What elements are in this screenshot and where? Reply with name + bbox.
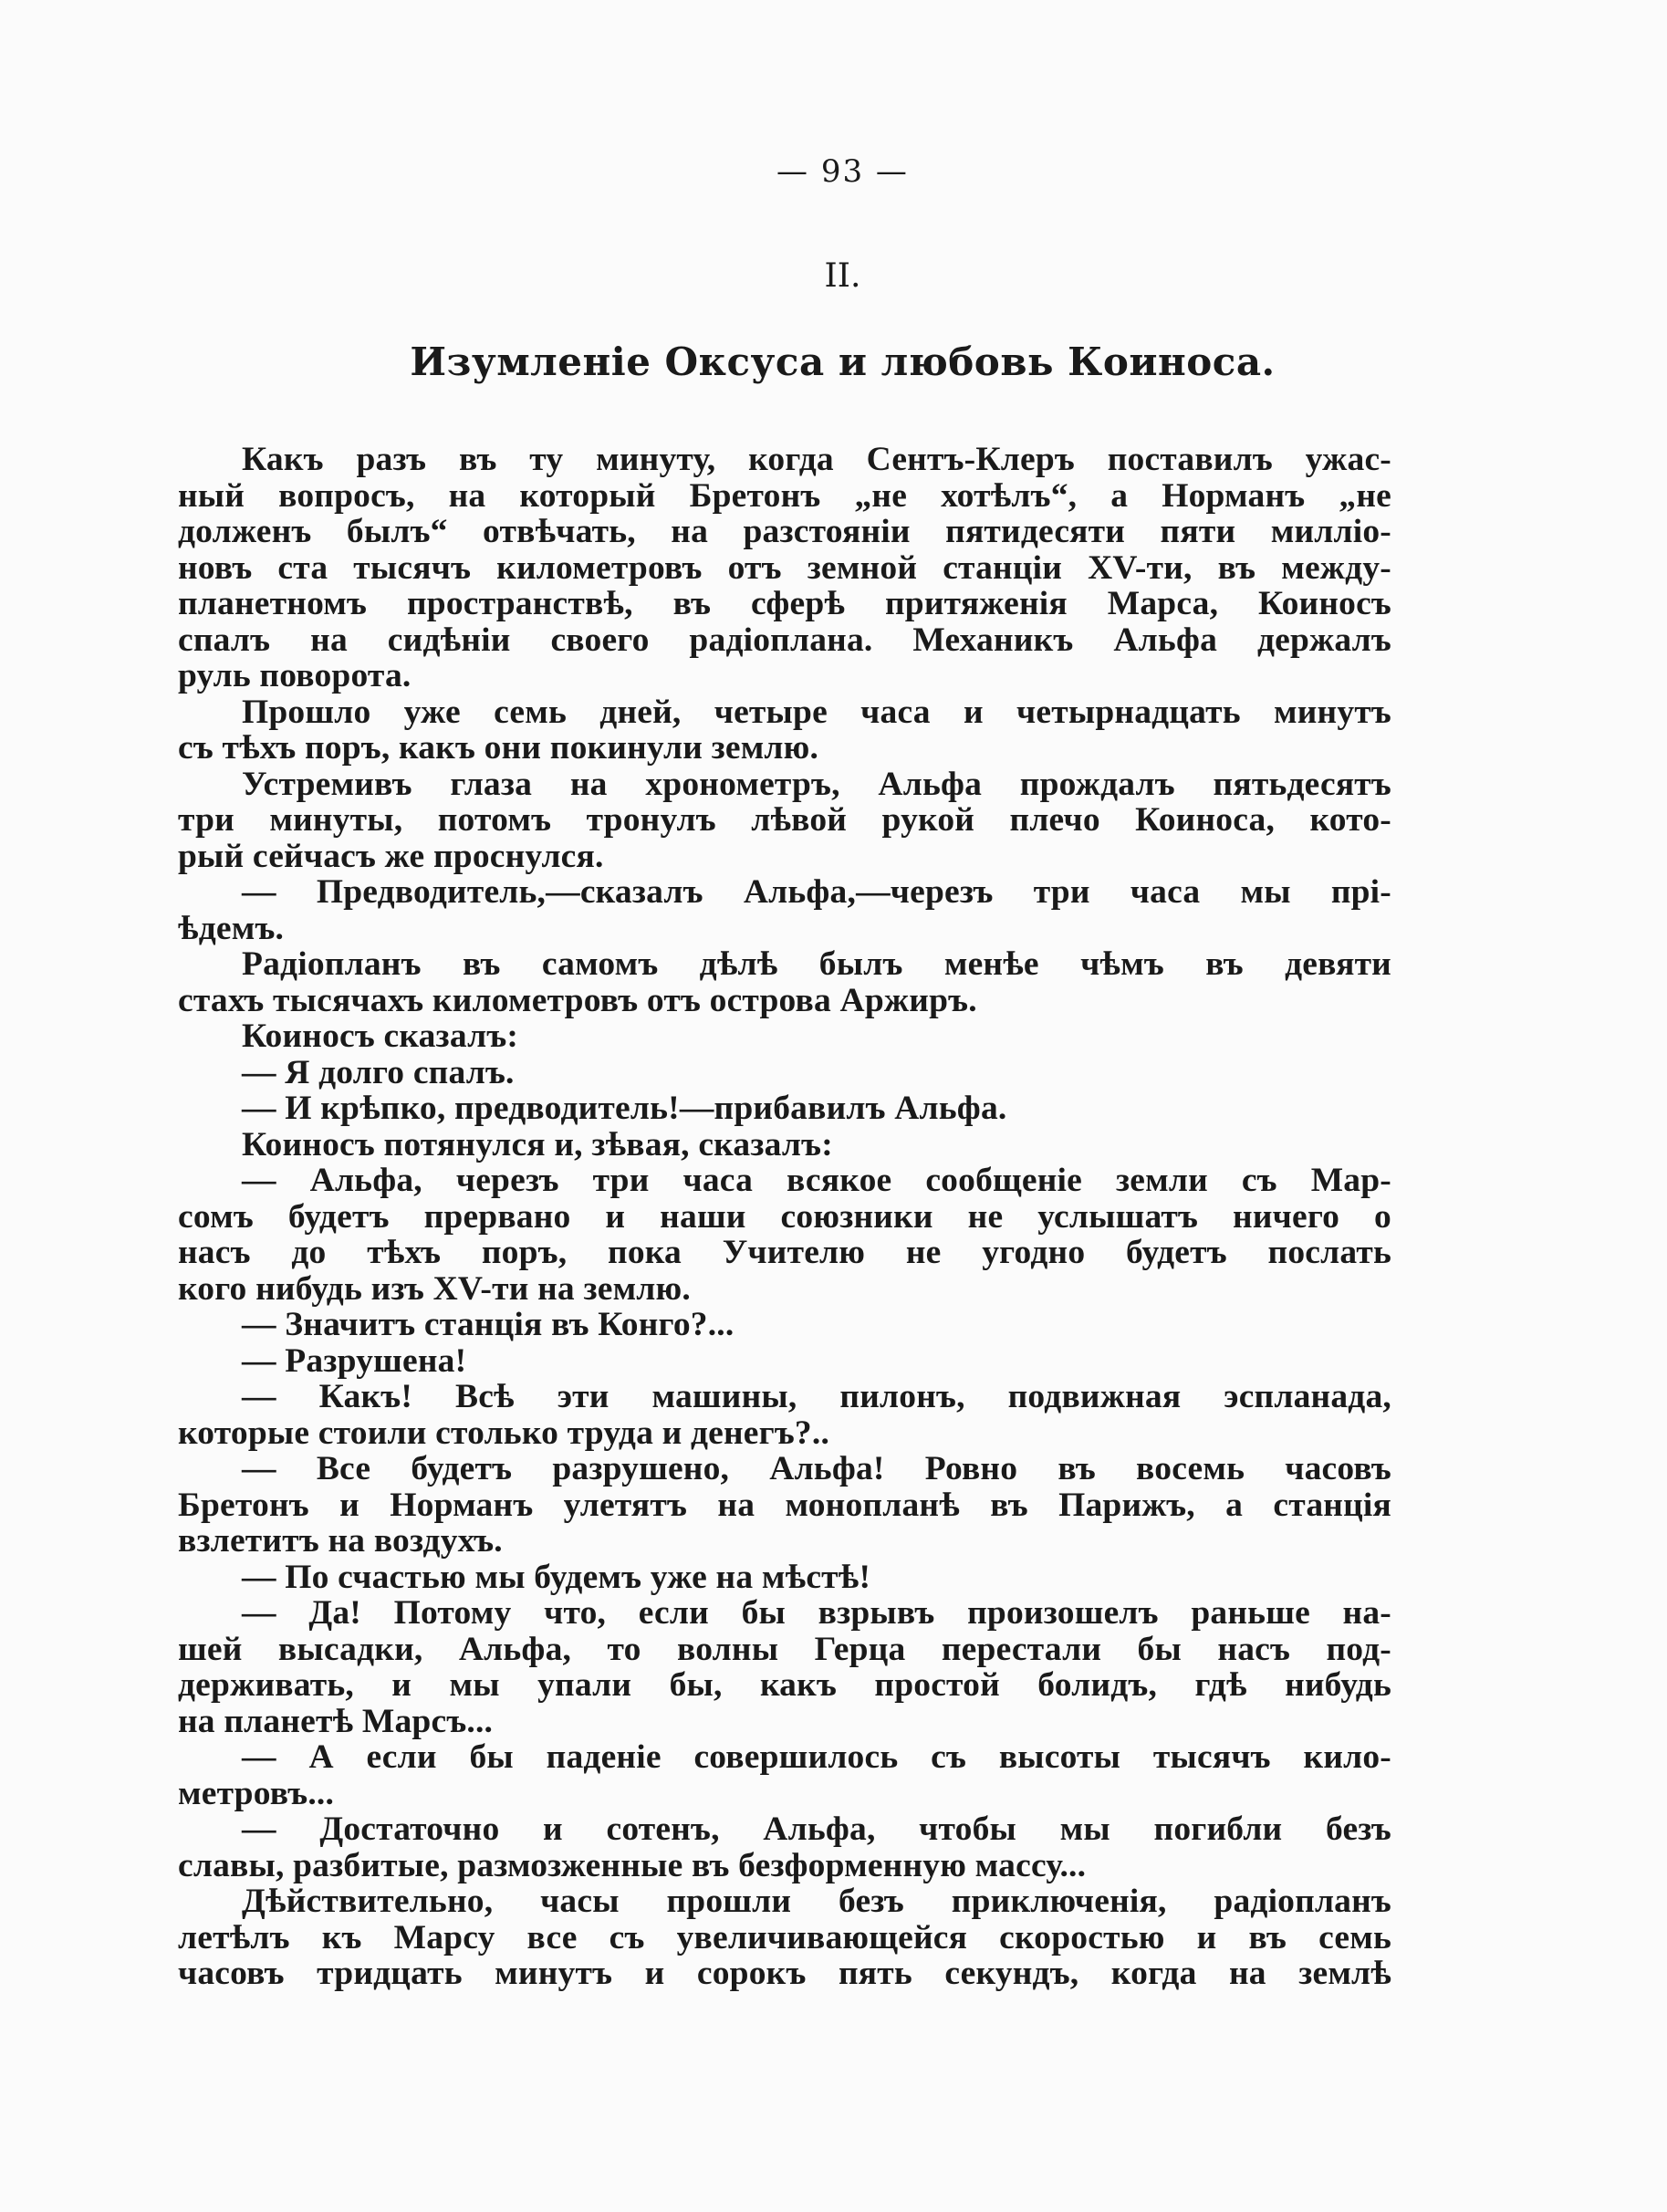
text-line: — Альфа, черезъ три часа всякое сообщеніе земли съ Мар- (242, 1162, 1391, 1199)
text-line: Дѣйствительно, часы прошли безъ приключенія, радіопланъ (242, 1883, 1391, 1920)
text-line: стахъ тысячахъ километровъ отъ острова Аржиръ. (178, 981, 977, 1019)
text-line: — И крѣпко, предводитель!—прибавилъ Альфа. (242, 1090, 1007, 1127)
text-line: Прошло уже семь дней, четыре часа и четырнадцать минутъ (242, 693, 1391, 731)
text-line: — Достаточно и сотенъ, Альфа, чтобы мы погибли безъ (242, 1810, 1391, 1848)
text-line: взлетитъ на воздухъ. (178, 1522, 503, 1560)
text-line: Какъ разъ въ ту минуту, когда Сентъ-Клеръ поставилъ ужас- (242, 441, 1391, 478)
text-line: Бретонъ и Норманъ улетятъ на монопланѣ въ Парижъ, а станція (178, 1486, 1391, 1524)
text-line: — Я долго спалъ. (242, 1053, 515, 1091)
text-line: насъ до тѣхъ поръ, пока Учителю не угодно будетъ послать (178, 1234, 1391, 1271)
text-line: руль поворота. (178, 657, 412, 694)
text-line: — Да! Потому что, если бы взрывъ произошелъ раньше на- (242, 1594, 1391, 1632)
text-line: — По счастью мы будемъ уже на мѣстѣ! (242, 1558, 871, 1596)
text-line: — Значитъ станція въ Конго?... (242, 1306, 735, 1343)
text-line: новъ ста тысячъ километровъ отъ земной станціи XV-ти, въ между- (178, 548, 1391, 587)
text-line: три минуты, потомъ тронулъ лѣвой рукой плечо Коиноса, кото- (178, 801, 1391, 839)
text-line: — Все будетъ разрушено, Альфа! Ровно въ восемь часовъ (242, 1450, 1391, 1487)
text-line: Коиносъ сказалъ: (242, 1017, 519, 1055)
text-line: метровъ... (178, 1774, 335, 1812)
body-text (178, 442, 1391, 1992)
text-line: ѣдемъ. (178, 909, 285, 947)
page-number: — 93 — (776, 153, 909, 190)
text-line: ный вопросъ, на который Бретонъ „не хотѣлъ“, а Норманъ „не (178, 476, 1391, 515)
text-line: спалъ на сидѣніи своего радіоплана. Механикъ Альфа держалъ (178, 621, 1391, 659)
text-line: часовъ тридцать минутъ и сорокъ пять секундъ, когда на землѣ (178, 1955, 1391, 1992)
text-line: планетномъ пространствѣ, въ сферѣ притяженія Марса, Коиносъ (178, 585, 1391, 622)
text-line: — Разрушена! (242, 1341, 467, 1380)
text-line: долженъ былъ“ отвѣчать, на разстояніи пятидесяти пяти милліо- (178, 513, 1391, 550)
text-line: Радіопланъ въ самомъ дѣлѣ былъ менѣе чѣмъ въ девяти (242, 945, 1391, 983)
text-line: рый сейчасъ же проснулся. (178, 837, 604, 875)
chapter-number: II. (824, 257, 861, 295)
text-line: — Предводитель,—сказалъ Альфа,—черезъ три часа мы прі- (242, 873, 1391, 911)
text-line: шей высадки, Альфа, то волны Герца перестали бы насъ под- (178, 1630, 1391, 1668)
text-line: сомъ будетъ прервано и наши союзники не услышатъ ничего о (178, 1197, 1391, 1236)
text-line: славы, разбитые, размозженные въ безформенную массу... (178, 1846, 1087, 1884)
text-line: кого нибудь изъ XV-ти на землю. (178, 1269, 691, 1308)
text-line: которые стоили столько труда и денегъ?.. (178, 1414, 830, 1452)
text-line: съ тѣхъ поръ, какъ они покинули землю. (178, 729, 819, 767)
text-line: Коиносъ потянулся и, зѣвая, сказалъ: (242, 1125, 833, 1163)
text-line: держивать, и мы упали бы, какъ простой болидъ, гдѣ нибудь (178, 1666, 1391, 1704)
text-line: летѣлъ къ Марсу все съ увеличивающейся скоростью и въ семь (178, 1918, 1391, 1956)
text-line: Устремивъ глаза на хронометръ, Альфа прождалъ пятьдесятъ (242, 765, 1391, 803)
text-line: — Какъ! Всѣ эти машины, пилонъ, подвижная эспланада, (242, 1378, 1391, 1415)
text-line: на планетѣ Марсъ... (178, 1702, 494, 1740)
chapter-title: Изумленіе Оксуса и любовь Коиноса. (410, 339, 1276, 384)
text-line: — А если бы паденіе совершилось съ высоты тысячъ кило- (242, 1738, 1391, 1776)
